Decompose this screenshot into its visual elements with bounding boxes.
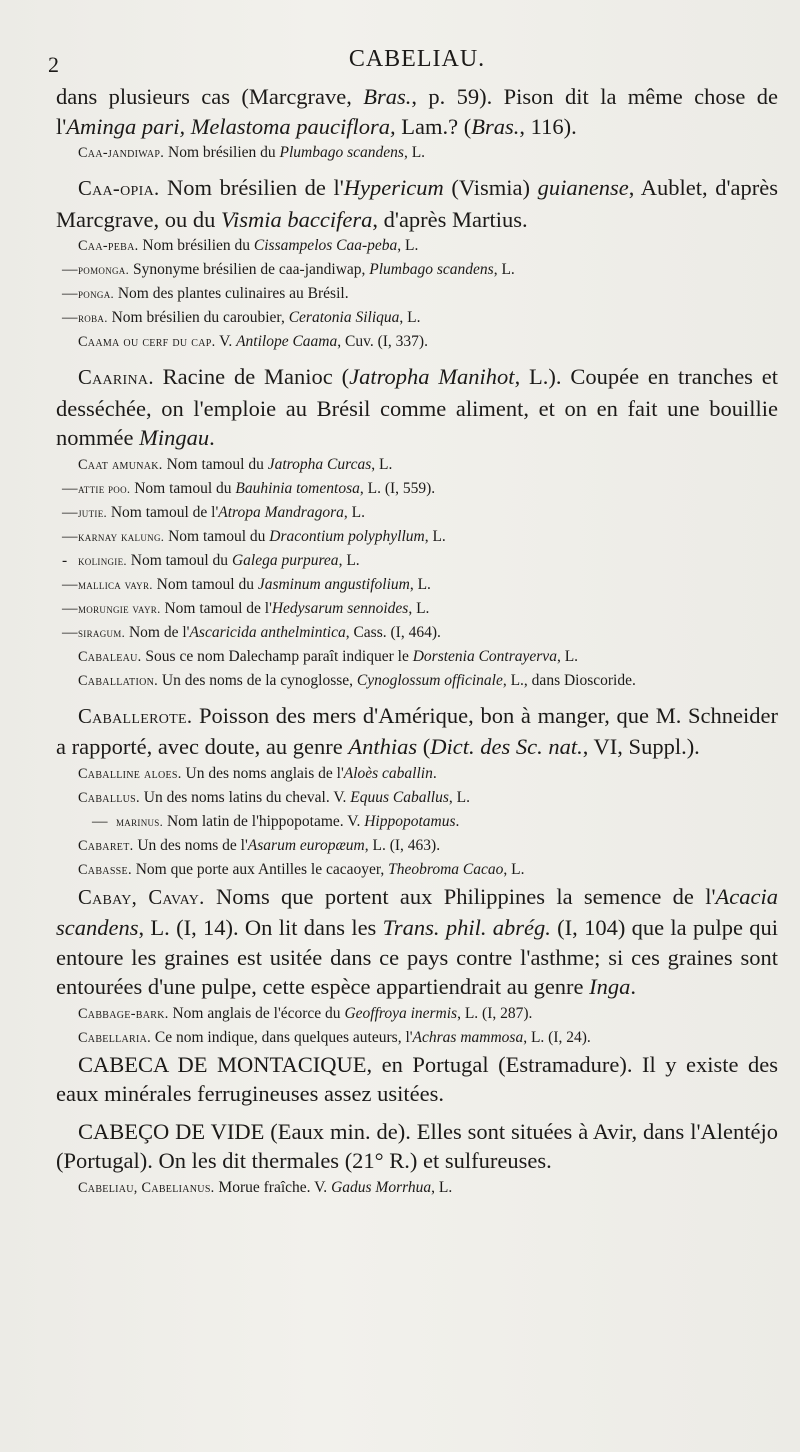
entry-caat-amunak: Caat amunak. Nom tamoul du Jatropha Curcas, L. bbox=[78, 455, 393, 473]
entry-caat-attie-poo: — attie poo. Nom tamoul du Bauhinia tomentosa, L. (I, 559). bbox=[62, 479, 436, 497]
entry-caa-peba-pomonga: — pomonga. Synonyme brésilien de caa-jandiwap, Plumbago scandens, L. bbox=[62, 261, 515, 278]
entry-caat-karnay-kalung: — karnay kalung. Nom tamoul du Dracontium polyphyllum, L. bbox=[62, 527, 446, 545]
entry-caat-mallica-vayr: — mallica vayr. Nom tamoul du Jasminum angustifolium, L. bbox=[62, 575, 431, 593]
entry-caa-peba-roba: — roba. Nom brésilien du caroubier, Ceratonia Siliqua, L. bbox=[62, 309, 421, 326]
entry-caat-kolingie: - kolingie. Nom tamoul du Galega purpurea, L. bbox=[62, 551, 360, 569]
entry-cabaleau: Cabaleau. Sous ce nom Dalechamp paraît indiquer le Dorstenia Contrayerva, L. bbox=[78, 647, 579, 665]
entry-caa-jandiwap: Caa-jandiwap. Nom brésilien du Plumbago scandens, L. bbox=[78, 144, 426, 161]
entry-cabeliau: Cabeliau, Cabelianus. Morue fraîche. V. Gadus Morrhua, L. bbox=[78, 1178, 453, 1196]
entry-caballus: Caballus. Un des noms latins du cheval. V. Equus Caballus, L. bbox=[78, 788, 470, 806]
entry-caa-peba: Caa-peba. Nom brésilien du Cissampelos Caa-peba, L. bbox=[78, 237, 419, 254]
entry-caa-peba-ponga: — ponga. Nom des plantes culinaires au Brésil. bbox=[62, 285, 349, 302]
page-header bbox=[48, 0, 778, 82]
entry-cabay: Cabay, Cavay. Noms que portent aux Philippines la semence de l'Acacia scandens, L. (I, 14). On lit dans les Trans. phil. abrég. (I, 104) que la pulpe qui entoure les graines est usitée dans ce pays contre l'asthme; si ces graines sont entourées d'une pulpe, cette espèce appartiendrait au genre Inga. bbox=[56, 883, 778, 999]
entry-cabaret: Cabaret. Un des noms de l'Asarum europæum, L. (I, 463). bbox=[78, 836, 441, 854]
running-head: CABELIAU. bbox=[348, 46, 486, 72]
entry-caama: Caama ou cerf du cap. V. Antilope Caama, Cuv. (I, 337). bbox=[78, 333, 428, 350]
entry-cabeca-de-montacique: CABECA DE MONTACIQUE, en Portugal (Estramadure). Il y existe des eaux minérales ferrugineuses assez usitées. bbox=[56, 1051, 778, 1106]
entry-caat-morungie-vayr: — morungie vayr. Nom tamoul de l'Hedysarum sennoides, L. bbox=[62, 599, 430, 617]
entry-caballerote: Caballerote. Poisson des mers d'Amérique, bon à manger, que M. Schneider a rapporté, avec doute, au genre Anthias (Dict. des Sc. nat., VI, Suppl.). bbox=[56, 702, 778, 759]
entry-cabbage-bark: Cabbage-bark. Nom anglais de l'écorce du Geoffroya inermis, L. (I, 287). bbox=[78, 1004, 533, 1022]
page-number: 2 bbox=[48, 52, 59, 77]
entry-caballine-aloes: Caballine aloes. Un des noms anglais de l'Aloès caballin. bbox=[78, 764, 437, 782]
entry-caballus-marinus: — marinus. Nom latin de l'hippopotame. V. Hippopotamus. bbox=[92, 812, 460, 830]
entry-caat-jutie: — jutie. Nom tamoul de l'Atropa Mandragora, L. bbox=[62, 503, 365, 521]
entry-caat-siragum: — siragum. Nom de l'Ascaricida anthelmintica, Cass. (I, 464). bbox=[62, 623, 441, 641]
entry-continuation: dans plusieurs cas (Marcgrave, Bras., p. 59). Pison dit la même chose de l'Aminga pari, Melastoma pauciflora, Lam.? (Bras., 116). bbox=[56, 84, 778, 139]
entry-cabeco-de-vide: CABEÇO DE VIDE (Eaux min. de). Elles sont situées à Avir, dans l'Alentéjo (Portugal). On les dit thermales (21° R.) et sulfureuses. bbox=[56, 1118, 778, 1173]
entry-caarina: Caarina. Racine de Manioc (Jatropha Manihot, L.). Coupée en tranches et desséchée, on l'emploie au Brésil comme aliment, et on en fait une bouillie nommée Mingau. bbox=[56, 364, 779, 450]
entry-cabasse: Cabasse. Nom que porte aux Antilles le cacaoyer, Theobroma Cacao, L. bbox=[78, 860, 525, 878]
entry-caa-opia: Caa-opia. Nom brésilien de l'Hypericum (Vismia) guianense, Aublet, d'après Marcgrave, ou du Vismia baccifera, d'après Martius. bbox=[56, 175, 778, 232]
entry-cabellaria: Cabellaria. Ce nom indique, dans quelques auteurs, l'Achras mammosa, L. (I, 24). bbox=[78, 1028, 591, 1046]
entry-caballation: Caballation. Un des noms de la cynoglosse, Cynoglossum officinale, L., dans Dioscoride. bbox=[78, 671, 636, 689]
